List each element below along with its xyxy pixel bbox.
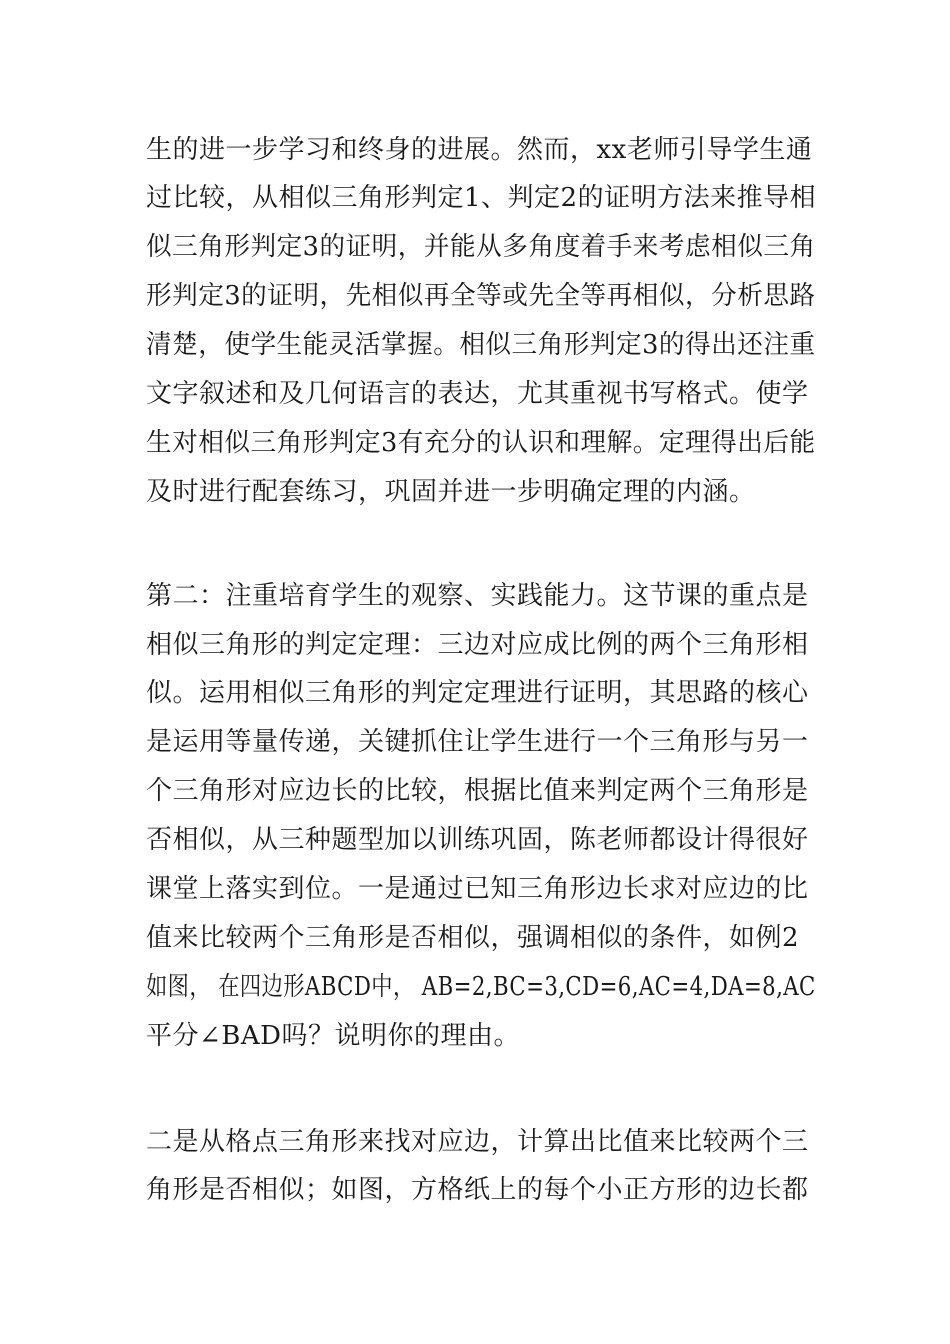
text-line: 似三角形判定3的证明，并能从多角度着手来考虑相似三角 (146, 232, 816, 262)
text-line: 课堂上落实到位。一是通过已知三角形边长求对应边的比 (146, 874, 809, 904)
text-line: 及时进行配套练习，巩固并进一步明确定理的内涵。 (146, 477, 756, 507)
text-line: 如图， 在四边形ABCD中， AB=2,BC=3,CD=6,AC=4,DA=8,AC (146, 972, 816, 1002)
text-line: 第二：注重培育学生的观察、实践能力。这节课的重点是 (146, 581, 809, 611)
text-line: 二是从格点三角形来找对应边，计算出比值来比较两个三 (146, 1127, 809, 1157)
text-line: 是运用等量传递，关键抓住让学生进行一个三角形与另一 (146, 727, 809, 757)
text-line: 似。运用相似三角形的判定定理进行证明，其思路的核心 (146, 678, 809, 708)
text-line: 否相似，从三种题型加以训练巩固，陈老师都设计得很好 (146, 825, 809, 855)
text-line: 平分∠BAD吗？说明你的理由。 (146, 1021, 521, 1051)
text-line: 相似三角形的判定定理：三边对应成比例的两个三角形相 (146, 630, 809, 660)
text-line: 清楚，使学生能灵活掌握。相似三角形判定3的得出还注重 (146, 330, 816, 360)
text-line: 文字叙述和及几何语言的表达，尤其重视书写格式。使学 (146, 379, 809, 409)
text-line: 角形是否相似；如图，方格纸上的每个小正方形的边长都 (146, 1175, 809, 1205)
text-line: 过比较，从相似三角形判定1、判定2的证明方法来推导相 (146, 183, 817, 213)
text-line: 个三角形对应边长的比较，根据比值来判定两个三角形是 (146, 776, 809, 806)
text-line: 生的进一步学习和终身的进展。然而，xx老师引导学生通 (146, 135, 813, 165)
text-line: 值来比较两个三角形是否相似，强调相似的条件，如例2 (146, 923, 800, 953)
text-line: 形判定3的证明，先相似再全等或先全等再相似，分析思路 (146, 281, 816, 311)
text-line: 生对相似三角形判定3有充分的认识和理解。定理得出后能 (146, 428, 816, 458)
